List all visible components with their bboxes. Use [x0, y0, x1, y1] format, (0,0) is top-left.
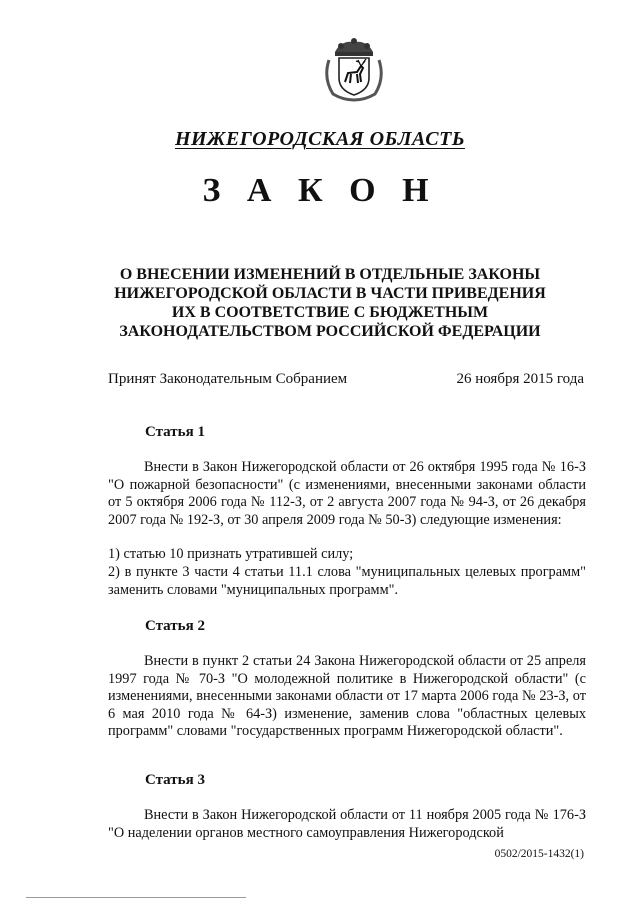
article-2-heading: Статья 2	[145, 618, 205, 634]
document-number: 0502/2015-1432(1)	[494, 848, 584, 860]
article-1-item-1	[108, 546, 586, 564]
article-1-text	[108, 459, 586, 529]
article-1-item-2	[108, 564, 586, 599]
adopted-by: Принят Законодательным Собранием	[108, 371, 348, 387]
document-type: З А К О Н	[202, 172, 438, 209]
article-1-item-2-text: 2) в пункте 3 части 4 статьи 11.1 слова "муниципальных целевых программ" заменить словами "муниципальных программ".	[108, 564, 586, 598]
article-3-text-content: Внести в Закон Нижегородской области от 11 ноября 2005 года № 176-З "О наделении органов местного самоуправления Нижегородской	[108, 807, 586, 841]
article-1-text-content: Внести в Закон Нижегородской области от 26 октября 1995 года № 16-З "О пожарной безопасности" (с изменениями, внесенными законами области от 5 октября 2006 года № 112-З, от 2 августа 2007 года № 94-З, от 26 декабря 2007 года № 192-З, от 30 апреля 2009 года № 50-З) следующие изменения:	[108, 459, 586, 528]
article-3-heading: Статья 3	[145, 772, 205, 788]
scan-artifact-line	[26, 897, 246, 899]
article-2-text-content: Внести в пункт 2 статьи 24 Закона Нижегородской области от 25 апреля 1997 года № 70-З "О молодежной политике в Нижегородской области" (с изменениями, внесенными законами области от 17 марта 2006 года № 23-З, от 6 мая 2010 года № 64-З) изменение, заменив слова "областных целевых программ" словами "государственных программ Нижегородской области".	[108, 653, 586, 739]
article-3-text	[108, 807, 586, 842]
article-1-item-1-text: 1) статью 10 признать утратившей силу;	[108, 546, 354, 562]
coat-of-arms-icon	[321, 38, 387, 102]
article-1-heading: Статья 1	[145, 424, 205, 440]
article-2-text	[108, 653, 586, 741]
law-title: О ВНЕСЕНИИ ИЗМЕНЕНИЙ В ОТДЕЛЬНЫЕ ЗАКОНЫ НИЖЕГОРОДСКОЙ ОБЛАСТИ В ЧАСТИ ПРИВЕДЕНИЯ ИХ В СООТВЕТСТВИЕ С БЮДЖЕТНЫМ ЗАКОНОДАТЕЛЬСТВОМ РОССИЙСКОЙ ФЕДЕРАЦИИ	[114, 266, 546, 340]
region-name: НИЖЕГОРОДСКАЯ ОБЛАСТЬ	[174, 128, 466, 150]
adoption-date: 26 ноября 2015 года	[456, 371, 584, 387]
